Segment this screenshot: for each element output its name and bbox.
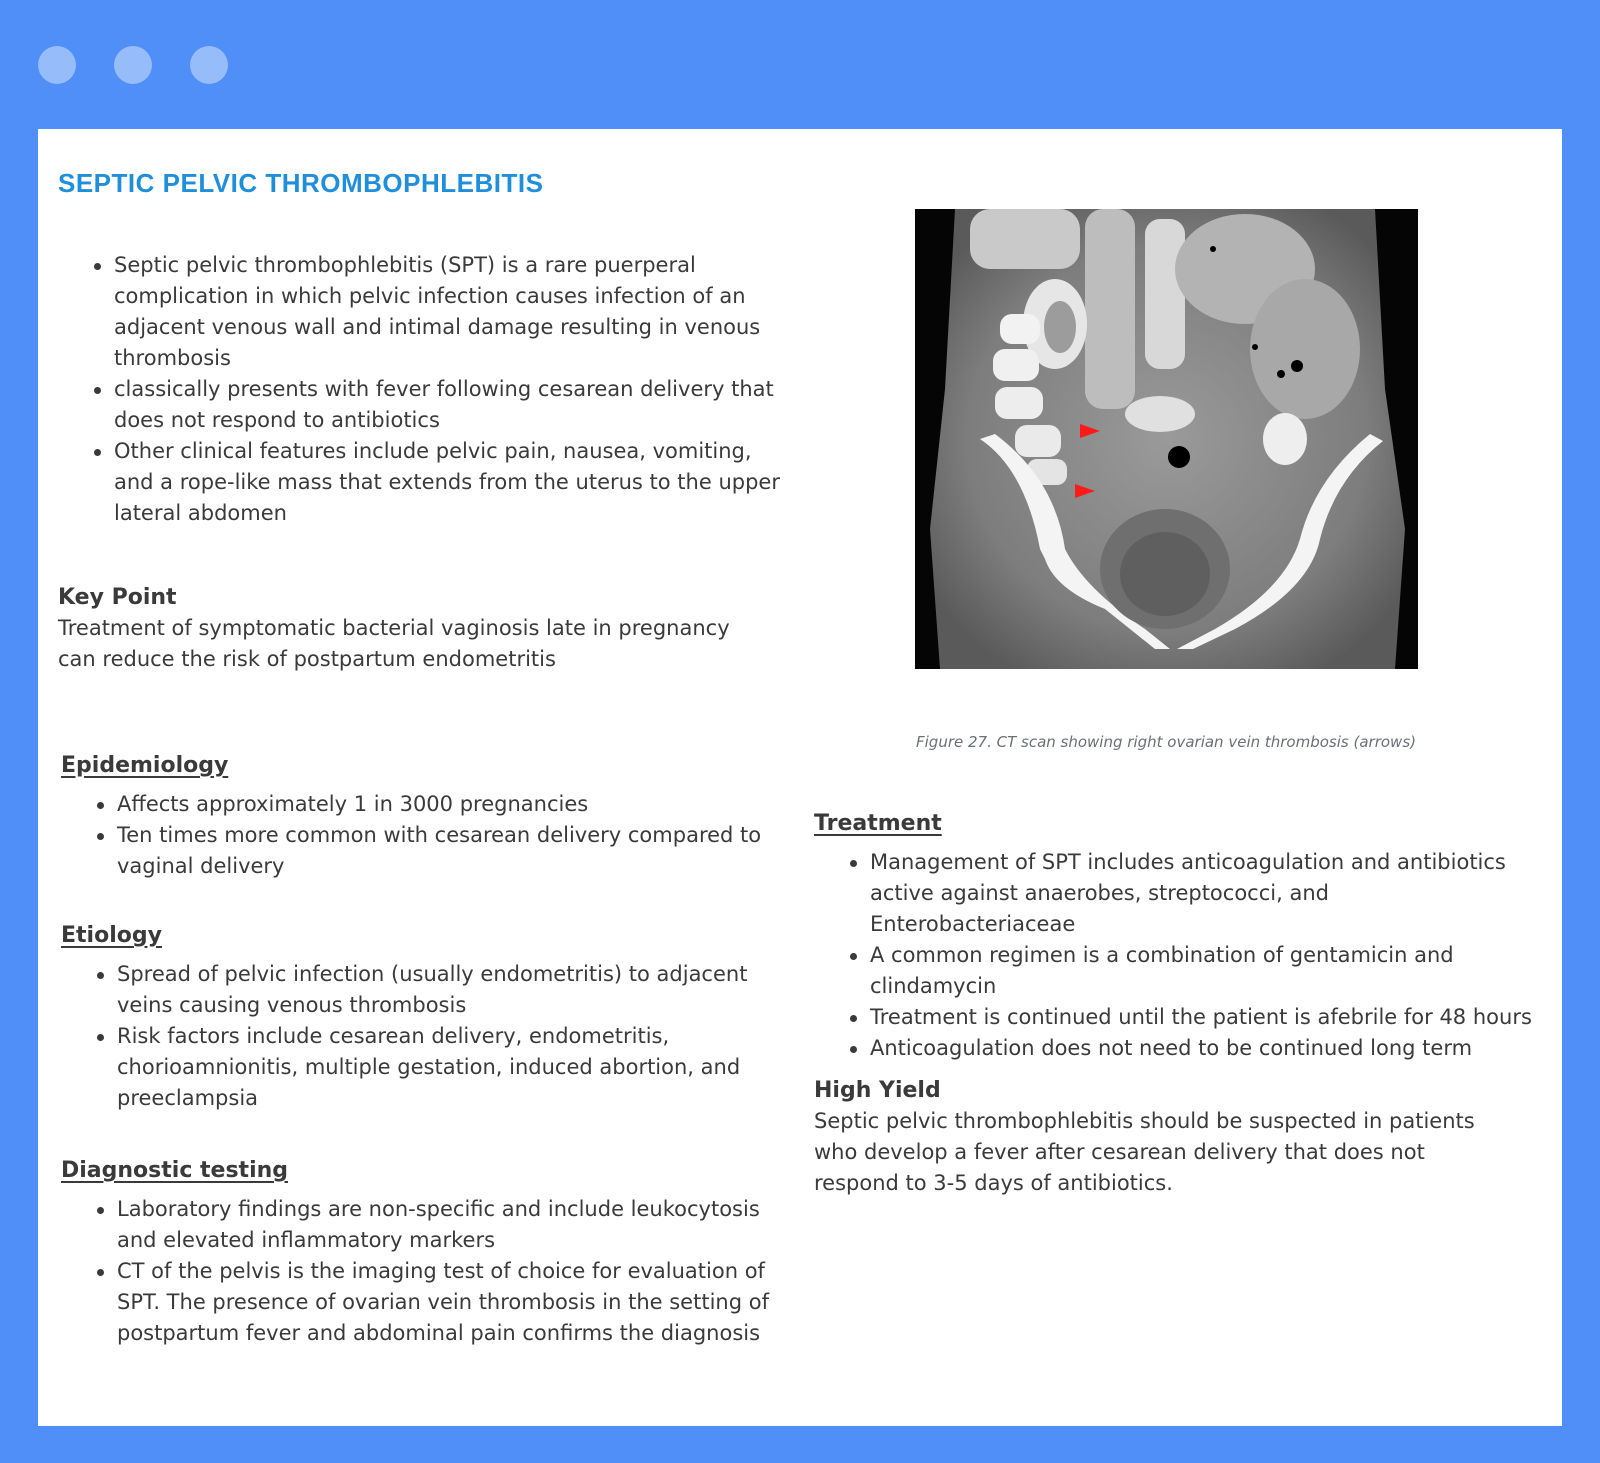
list-item: Anticoagulation does not need to be continued long term	[850, 1033, 1534, 1064]
key-point-text: Treatment of symptomatic bacterial vaginosis late in pregnancy can reduce the risk of postpartum endometritis	[58, 616, 730, 671]
list-item: Spread of pelvic infection (usually endometritis) to adjacent veins causing venous thrombosis	[97, 959, 781, 1021]
etiology-heading: Etiology	[61, 923, 162, 948]
epidemiology-section	[61, 750, 781, 882]
etiology-section	[61, 920, 781, 1114]
key-point-section	[58, 582, 758, 675]
page-title: SEPTIC PELVIC THROMBOPHLEBITIS	[58, 168, 544, 198]
list-item: Risk factors include cesarean delivery, endometritis, chorioamnionitis, multiple gestation, induced abortion, and preeclampsia	[97, 1021, 781, 1114]
diagnostic-list	[97, 1194, 781, 1349]
ct-scan-image	[915, 209, 1418, 669]
list-item: CT of the pelvis is the imaging test of choice for evaluation of SPT. The presence of ovarian vein thrombosis in the setting of postpartum fever and abdominal pain confirms the diagnosis	[97, 1256, 781, 1349]
diagnostic-heading: Diagnostic testing	[61, 1158, 289, 1183]
window-dot[interactable]	[38, 46, 76, 84]
diagnostic-section	[61, 1155, 781, 1349]
intro-list	[94, 250, 784, 529]
window-dot[interactable]	[114, 46, 152, 84]
epidemiology-list	[97, 789, 781, 882]
list-item: Treatment is continued until the patient is afebrile for 48 hours	[850, 1002, 1534, 1033]
window-dot[interactable]	[190, 46, 228, 84]
ct-scan-illustration	[915, 209, 1418, 669]
treatment-section	[814, 808, 1534, 1064]
list-item: A common regimen is a combination of gentamicin and clindamycin	[850, 940, 1534, 1002]
etiology-list	[97, 959, 781, 1114]
high-yield-section	[814, 1075, 1494, 1199]
list-item: Septic pelvic thrombophlebitis (SPT) is a rare puerperal complication in which pelvic infection causes infection of an adjacent venous wall and intimal damage resulting in venous thrombosis	[94, 250, 784, 374]
key-point-heading: Key Point	[58, 585, 177, 610]
high-yield-text: Septic pelvic thrombophlebitis should be suspected in patients who develop a fever after cesarean delivery that does not respond to 3-5 days of antibiotics.	[814, 1109, 1475, 1195]
list-item: Affects approximately 1 in 3000 pregnancies	[97, 789, 781, 820]
list-item: Other clinical features include pelvic pain, nausea, vomiting, and a rope-like mass that extends from the uterus to the upper lateral abdomen	[94, 436, 784, 529]
list-item: classically presents with fever following cesarean delivery that does not respond to antibiotics	[94, 374, 784, 436]
treatment-list	[850, 847, 1534, 1064]
epidemiology-heading: Epidemiology	[61, 753, 229, 778]
list-item: Laboratory findings are non-specific and include leukocytosis and elevated inflammatory markers	[97, 1194, 781, 1256]
list-item: Management of SPT includes anticoagulation and antibiotics active against anaerobes, streptococci, and Enterobacteriaceae	[850, 847, 1534, 940]
treatment-heading: Treatment	[814, 811, 942, 836]
list-item: Ten times more common with cesarean delivery compared to vaginal delivery	[97, 820, 781, 882]
figure-caption: Figure 27. CT scan showing right ovarian vein thrombosis (arrows)	[916, 733, 1416, 751]
intro-section	[94, 250, 784, 529]
high-yield-heading: High Yield	[814, 1078, 941, 1103]
